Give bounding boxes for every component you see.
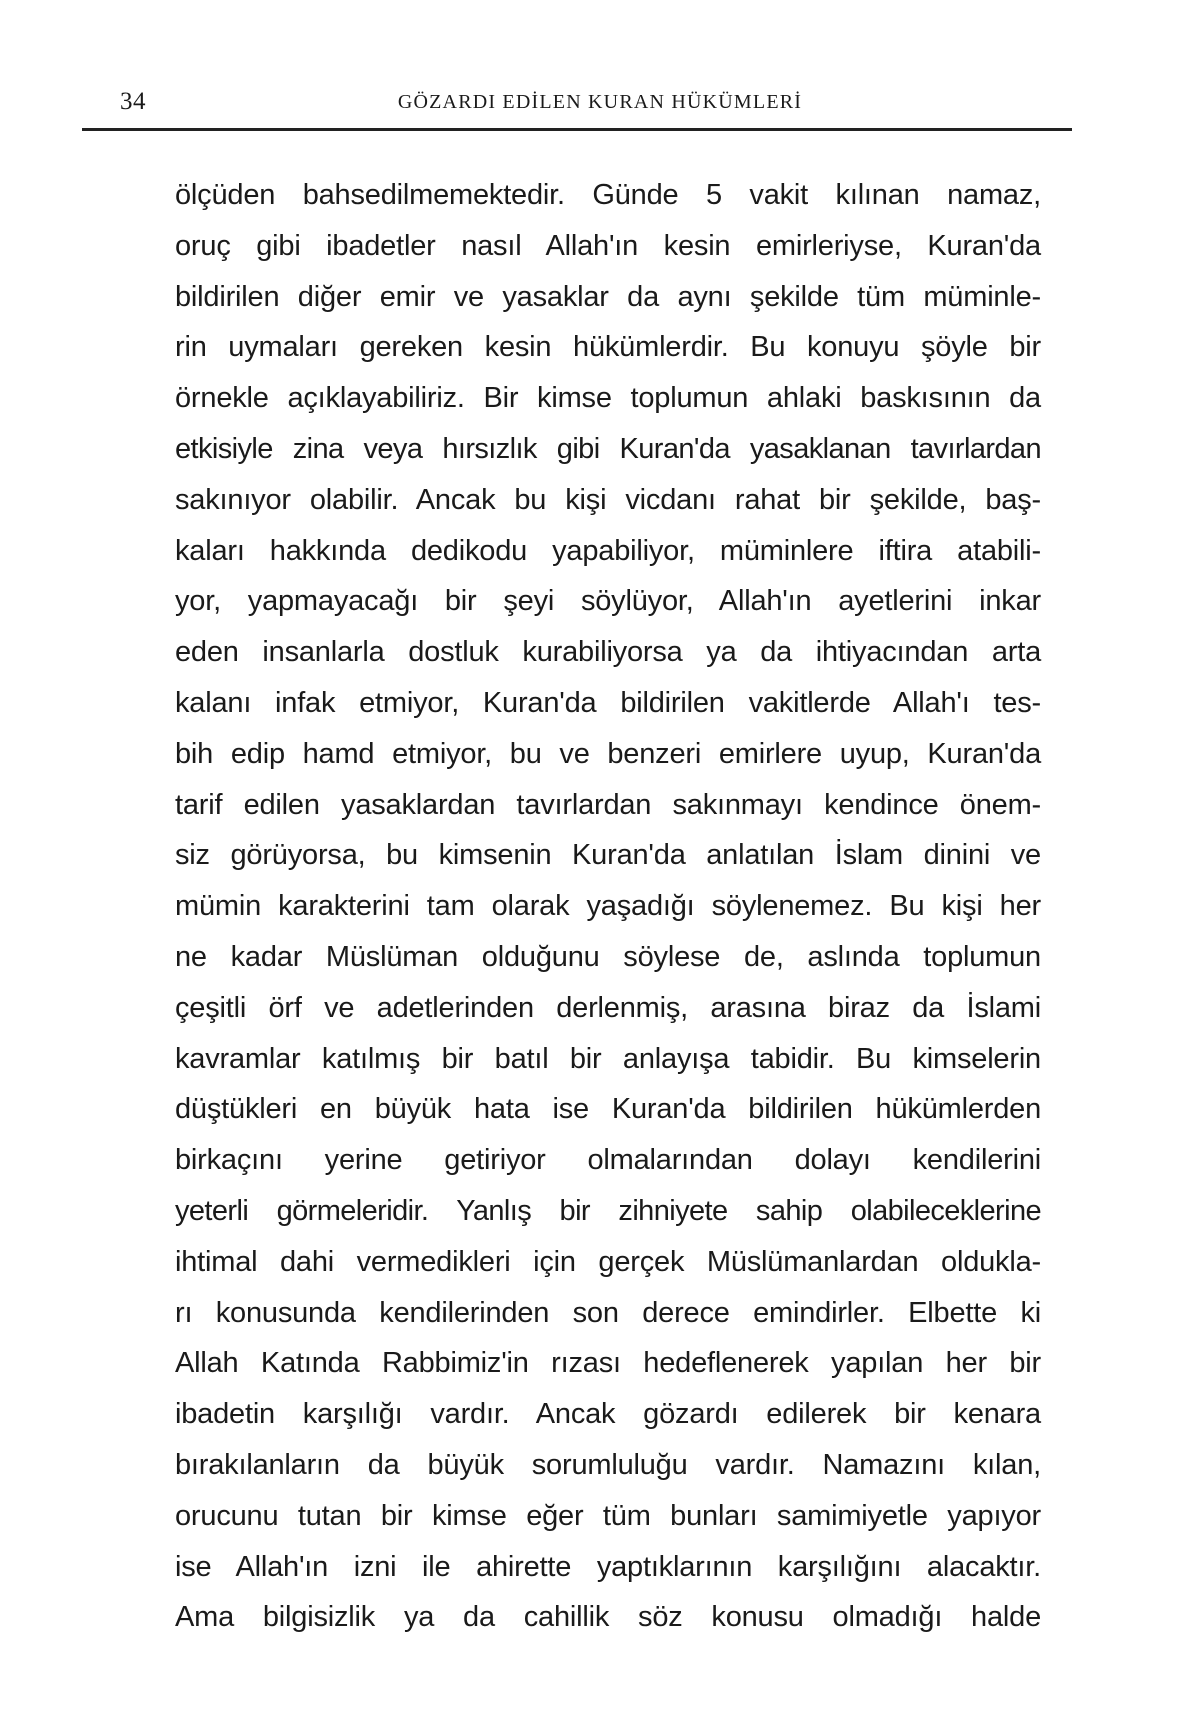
text-line: ölçüden bahsedilmemektedir. Günde 5 vakit kılınan namaz, (175, 179, 1041, 211)
body-paragraph (175, 170, 1041, 1643)
text-line: siz görüyorsa, bu kimsenin Kuran'da anlatılan İslam dinini ve (175, 839, 1041, 872)
text-line: bih edip hamd etmiyor, bu ve benzeri emirlere uyup, Kuran'da (175, 737, 1041, 770)
text-line: ibadetin karşılığı vardır. Ancak gözardı edilerek bir kenara (175, 1398, 1041, 1431)
text-line: örnekle açıklayabiliriz. Bir kimse toplumun ahlaki baskısının da (175, 382, 1041, 415)
header-rule (82, 128, 1072, 131)
text-line: ihtimal dahi vermedikleri için gerçek Müslümanlardan oldukla- (175, 1245, 1041, 1278)
text-line: düştükleri en büyük hata ise Kuran'da bildirilen hükümlerden (175, 1093, 1041, 1126)
text-line: oruç gibi ibadetler nasıl Allah'ın kesin emirleriyse, Kuran'da (175, 229, 1041, 262)
text-line: ise Allah'ın izni ile ahirette yaptıklarının karşılığını alacaktır. (175, 1550, 1041, 1583)
text-line: rı konusunda kendilerinden son derece emindirler. Elbette ki (175, 1296, 1041, 1329)
text-line: bırakılanların da büyük sorumluluğu vardır. Namazını kılan, (175, 1448, 1041, 1481)
text-line: çeşitli örf ve adetlerinden derlenmiş, arasına biraz da İslami (175, 991, 1041, 1024)
page-number: 34 (120, 88, 146, 115)
text-line: yeterli görmeleridir. Yanlış bir zihniyete sahip olabileceklerine (175, 1194, 1041, 1227)
text-line: yor, yapmayacağı bir şeyi söylüyor, Allah'ın ayetlerini inkar (175, 585, 1041, 618)
text-line: kalanı infak etmiyor, Kuran'da bildirilen vakitlerde Allah'ı tes- (175, 686, 1041, 719)
running-title: GÖZARDI EDİLEN KURAN HÜKÜMLERİ (397, 91, 803, 113)
text-line: orucunu tutan bir kimse eğer tüm bunları samimiyetle yapıyor (175, 1499, 1041, 1532)
text-line: birkaçını yerine getiriyor olmalarından dolayı kendilerini (175, 1144, 1041, 1177)
text-line: sakınıyor olabilir. Ancak bu kişi vicdanı rahat bir şekilde, baş- (175, 483, 1041, 516)
text-line: rin uymaları gereken kesin hükümlerdir. Bu konuyu şöyle bir (175, 331, 1041, 364)
text-line: tarif edilen yasaklardan tavırlardan sakınmayı kendince önem- (175, 788, 1041, 821)
text-line: kaları hakkında dedikodu yapabiliyor, müminlere iftira atabili- (175, 534, 1041, 567)
text-line: Ama bilgisizlik ya da cahillik söz konusu olmadığı halde (175, 1601, 1041, 1634)
text-line: kavramlar katılmış bir batıl bir anlayışa tabidir. Bu kimselerin (175, 1042, 1041, 1075)
text-line: ne kadar Müslüman olduğunu söylese de, aslında toplumun (175, 940, 1041, 973)
text-line: Allah Katında Rabbimiz'in rızası hedeflenerek yapılan her bir (175, 1347, 1041, 1380)
text-line: etkisiyle zina veya hırsızlık gibi Kuran'da yasaklanan tavırlardan (175, 432, 1041, 465)
text-line: mümin karakterini tam olarak yaşadığı söylenemez. Bu kişi her (175, 890, 1041, 923)
text-line: bildirilen diğer emir ve yasaklar da aynı şekilde tüm müminle- (175, 280, 1041, 313)
text-line: eden insanlarla dostluk kurabiliyorsa ya da ihtiyacından arta (175, 636, 1041, 669)
